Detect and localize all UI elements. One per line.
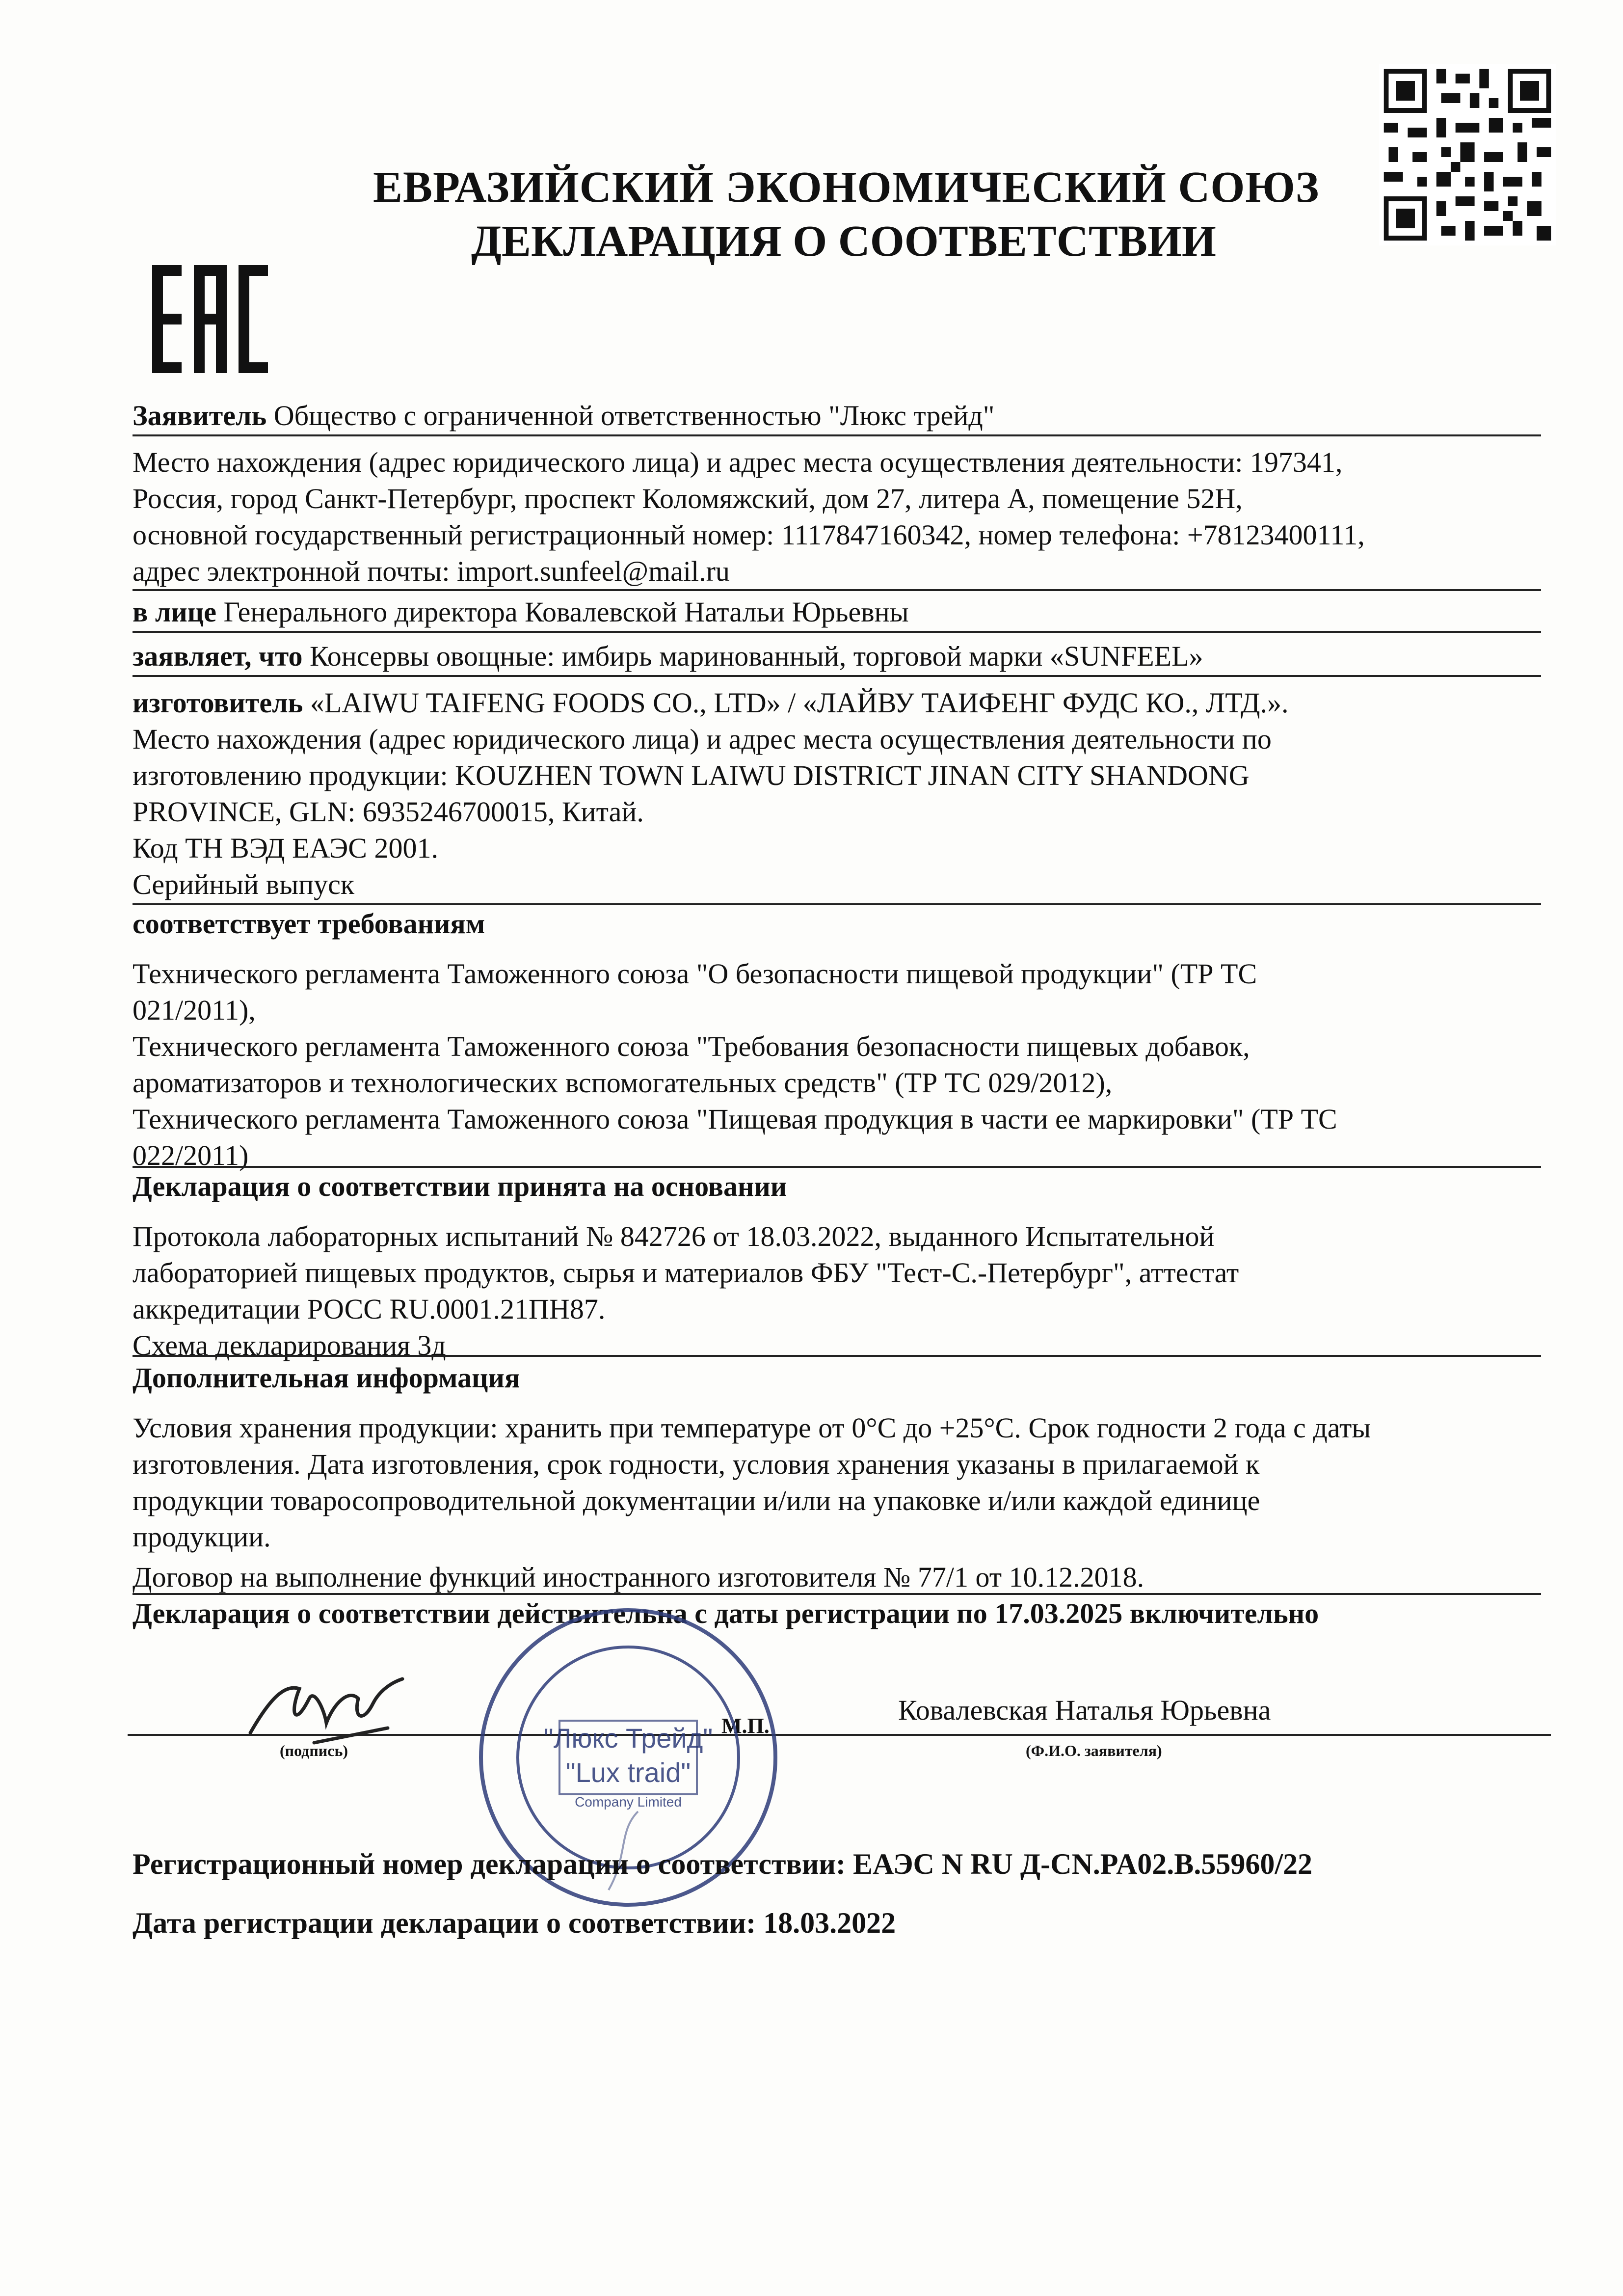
name-caption: (Ф.И.О. заявителя)	[1026, 1742, 1162, 1759]
address-line: Место нахождения (адрес юридического лица) и адрес места осуществления деятельности: 197341,	[133, 446, 1343, 478]
manufacturer-line: изготовлению продукции: KOUZHEN TOWN LAIWU DISTRICT JINAN CITY SHANDONG	[133, 759, 1250, 791]
additional-line: Договор на выполнение функций иностранного изготовителя № 77/1 от 10.12.2018.	[133, 1561, 1144, 1593]
basis-line: аккредитации РОСС RU.0001.21ПН87.	[133, 1293, 606, 1325]
signature-scribble	[240, 1669, 427, 1753]
requirements-line: Технического регламента Таможенного союза "Требования безопасности пищевых добавок,	[133, 1030, 1250, 1062]
additional-line: изготовления. Дата изготовления, срок годности, условия хранения указаны в прилагаемой к	[133, 1448, 1260, 1480]
address-line: основной государственный регистрационный номер: 1117847160342, номер телефона: +78123400111,	[133, 519, 1365, 551]
additional-line: продукции.	[133, 1521, 271, 1553]
declares-value: Консервы овощные: имбирь маринованный, торговой марки «SUNFEEL»	[309, 640, 1203, 672]
manufacturer-line: Код ТН ВЭД ЕАЭС 2001.	[133, 832, 438, 864]
divider	[133, 1593, 1541, 1595]
validity-text: Декларация о соответствии действительна с даты регистрации по 17.03.2025 включительно	[133, 1597, 1319, 1629]
basis-line: лабораторией пищевых продуктов, сырья и материалов ФБУ "Тест-С.-Петербург", аттестат	[133, 1257, 1239, 1289]
union-title: ЕВРАЗИЙСКИЙ ЭКОНОМИЧЕСКИЙ СОЮЗ	[373, 163, 1320, 212]
requirements-line: 022/2011)	[133, 1139, 249, 1171]
representative-label: в лице	[133, 596, 216, 628]
divider	[133, 1166, 1541, 1168]
address-line: Россия, город Санкт-Петербург, проспект Коломяжский, дом 27, литера А, помещение 52Н,	[133, 483, 1243, 514]
divider	[133, 1355, 1541, 1357]
requirements-block	[133, 906, 1541, 1174]
basis-block	[133, 1168, 1541, 1364]
requirements-line: 021/2011),	[133, 994, 256, 1026]
manufacturer-label: изготовитель	[133, 687, 303, 719]
stamp-inner-text: "Lux traid"	[565, 1757, 691, 1788]
requirements-line: Технического регламента Таможенного союза "О безопасности пищевой продукции" (ТР ТС	[133, 958, 1257, 990]
signature-block	[128, 1689, 1551, 1807]
manufacturer-block	[133, 685, 1541, 903]
basis-line: Протокола лабораторных испытаний № 842726 от 18.03.2022, выданного Испытательной	[133, 1220, 1215, 1252]
divider	[133, 434, 1541, 436]
applicant-value: Общество с ограниченной ответственностью "Люкс трейд"	[273, 400, 995, 432]
manufacturer-line: PROVINCE, GLN: 6935246700015, Китай.	[133, 796, 644, 828]
representative-row	[133, 594, 1541, 630]
stamp-place-label: М.П.	[721, 1714, 770, 1738]
address-line: адрес электронной почты: import.sunfeel@mail.ru	[133, 555, 730, 587]
divider	[133, 903, 1541, 905]
divider	[133, 675, 1541, 677]
applicant-row	[133, 398, 1541, 434]
name-line	[893, 1734, 1551, 1736]
additional-block	[133, 1360, 1541, 1595]
additional-line: Условия хранения продукции: хранить при температуре от 0°С до +25°С. Срок годности 2 года с даты	[133, 1412, 1371, 1444]
requirements-label: соответствует требованиям	[133, 908, 485, 940]
signature-caption: (подпись)	[280, 1742, 348, 1759]
stamp-inner-text: Company Limited	[575, 1794, 682, 1810]
applicant-name: Ковалевская Наталья Юрьевна	[898, 1694, 1271, 1726]
divider	[133, 631, 1541, 633]
manufacturer-line: «LAIWU TAIFENG FOODS CO., LTD» / «ЛАЙВУ ТАИФЕНГ ФУДС КО., ЛТД.».	[310, 687, 1289, 719]
qr-code	[1379, 64, 1556, 245]
requirements-line: ароматизаторов и технологических вспомогательных средств" (ТР ТС 029/2012),	[133, 1067, 1113, 1099]
registration-date: Дата регистрации декларации о соответствии: 18.03.2022	[133, 1907, 896, 1939]
additional-line: продукции товаросопроводительной документации и/или на упаковке и/или каждой единице	[133, 1485, 1260, 1516]
manufacturer-line: Серийный выпуск	[133, 868, 355, 900]
manufacturer-line: Место нахождения (адрес юридического лица) и адрес места осуществления деятельности по	[133, 723, 1272, 755]
representative-value: Генерального директора Ковалевской Натальи Юрьевны	[223, 596, 909, 628]
address-block	[133, 444, 1541, 590]
basis-line: Схема декларирования 3д	[133, 1329, 446, 1361]
requirements-line: Технического регламента Таможенного союза "Пищевая продукция в части ее маркировки" (ТР ТС	[133, 1103, 1337, 1135]
divider	[133, 589, 1541, 591]
eac-mark	[152, 265, 270, 383]
registration-number: Регистрационный номер декларации о соответствии: ЕАЭС N RU Д-CN.PA02.B.55960/22	[133, 1848, 1312, 1880]
stamp-inner-text: "Люкс Трейд"	[543, 1723, 713, 1754]
document-title: ДЕКЛАРАЦИЯ О СООТВЕТСТВИИ	[471, 217, 1216, 266]
additional-label: Дополнительная информация	[133, 1362, 520, 1394]
declares-label: заявляет, что	[133, 640, 303, 672]
basis-label: Декларация о соответствии принята на основании	[133, 1170, 787, 1202]
declares-row	[133, 638, 1541, 675]
applicant-label: Заявитель	[133, 400, 267, 432]
